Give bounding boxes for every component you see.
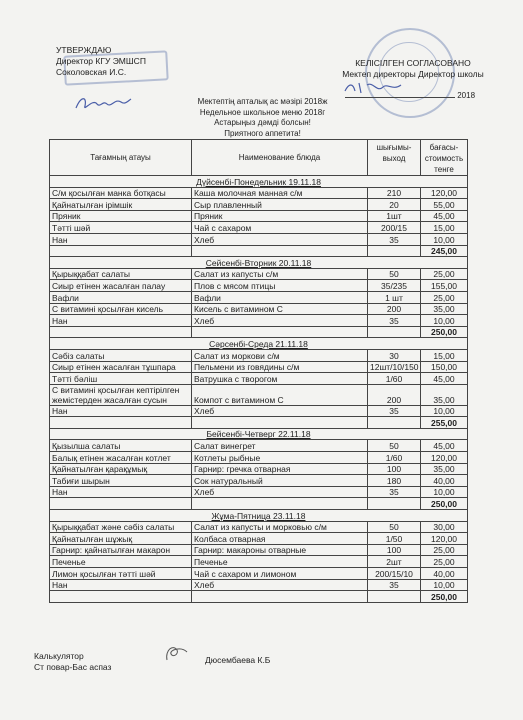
empty-cell [368, 498, 421, 510]
dish-name-ru: Каша молочная манная с/м [192, 187, 368, 199]
dish-name-kz: Балық етінен жасалған котлет [50, 452, 192, 464]
dish-name-kz: Табиғи шырын [50, 475, 192, 487]
table-row [50, 349, 468, 361]
table-row [50, 556, 468, 568]
day-header-row [50, 176, 468, 188]
footer-cook: Ст повар-Бас аспаз [34, 662, 112, 672]
day-title: Жұма-Пятница 23.11.18 [50, 510, 468, 522]
empty-cell [192, 417, 368, 429]
menu-table [49, 139, 468, 603]
table-row [50, 233, 468, 245]
dish-name-ru: Чай с сахаром и лимоном [192, 568, 368, 580]
table-row [50, 303, 468, 315]
dish-name-ru: Котлеты рыбные [192, 452, 368, 464]
day-title: Бейсенбі-Четверг 22.11.18 [50, 428, 468, 440]
table-row [50, 373, 468, 385]
dish-yield: 50 [368, 268, 421, 280]
approval-block-left [56, 45, 146, 78]
dish-yield: 200/15/10 [368, 568, 421, 580]
dish-name-ru: Хлеб [192, 315, 368, 327]
dish-name-kz: Қырыққабат және сәбіз салаты [50, 521, 192, 533]
menu-greeting-ru: Приятного аппетита! [224, 128, 301, 138]
table-row [50, 440, 468, 452]
table-row [50, 544, 468, 556]
dish-price: 45,00 [421, 373, 468, 385]
dish-price: 35,00 [421, 384, 468, 405]
dish-price: 120,00 [421, 187, 468, 199]
table-row [50, 291, 468, 303]
dish-yield: 2шт [368, 556, 421, 568]
dish-yield: 12шт/10/150 [368, 361, 421, 373]
header-yield-kz: шығымы- [376, 143, 412, 152]
dish-yield: 200 [368, 303, 421, 315]
dish-name-ru: Гарнир: гречка отварная [192, 463, 368, 475]
dish-price: 25,00 [421, 544, 468, 556]
dish-name-kz: Печенье [50, 556, 192, 568]
dish-yield: 200 [368, 384, 421, 405]
dish-yield: 1шт [368, 210, 421, 222]
signature-bottom [163, 642, 191, 664]
empty-cell [50, 417, 192, 429]
empty-cell [368, 326, 421, 338]
dish-name-kz: С витамині қосылған кисель [50, 303, 192, 315]
approval-right-title: КЕЛІСІЛГЕН СОГЛАСОВАНО [355, 58, 471, 68]
day-header-row [50, 428, 468, 440]
approval-position: Директор КГУ ЭМШСП [56, 56, 146, 66]
day-header-row [50, 257, 468, 269]
dish-price: 10,00 [421, 486, 468, 498]
dish-name-ru: Компот с витамином С [192, 384, 368, 405]
dish-price: 25,00 [421, 268, 468, 280]
dish-price: 25,00 [421, 291, 468, 303]
dish-name-ru: Салат из моркови с/м [192, 349, 368, 361]
table-row [50, 405, 468, 417]
dish-name-ru: Сок натуральный [192, 475, 368, 487]
day-total-row [50, 591, 468, 603]
dish-yield: 35/235 [368, 280, 421, 292]
dish-yield: 200/15 [368, 222, 421, 234]
dish-name-kz: Нан [50, 405, 192, 417]
dish-price: 45,00 [421, 210, 468, 222]
dish-name-ru: Пряник [192, 210, 368, 222]
dish-yield: 35 [368, 579, 421, 591]
dish-name-kz: Нан [50, 315, 192, 327]
dish-name-ru: Плов с мясом птицы [192, 280, 368, 292]
dish-price: 40,00 [421, 568, 468, 580]
table-header-row [50, 140, 468, 176]
dish-name-kz: Нан [50, 579, 192, 591]
dish-price: 10,00 [421, 579, 468, 591]
dish-name-ru: Хлеб [192, 405, 368, 417]
empty-cell [368, 245, 421, 257]
dish-yield: 100 [368, 544, 421, 556]
dish-yield: 35 [368, 233, 421, 245]
dish-yield: 180 [368, 475, 421, 487]
day-total: 250,00 [421, 326, 468, 338]
day-total: 255,00 [421, 417, 468, 429]
table-row [50, 210, 468, 222]
dish-name-kz: Қайнатылған ірімшік [50, 199, 192, 211]
dish-name-kz: С/м қосылған манка ботқасы [50, 187, 192, 199]
table-row [50, 521, 468, 533]
dish-name-ru: Салат из капусты с/м [192, 268, 368, 280]
table-row [50, 187, 468, 199]
approval-year: 2018 [457, 91, 476, 100]
dish-price: 30,00 [421, 521, 468, 533]
day-header-row [50, 510, 468, 522]
table-row [50, 463, 468, 475]
dish-name-kz: Гарнир: қайнатылған макарон [50, 544, 192, 556]
table-row [50, 452, 468, 464]
dish-name-kz: Вафли [50, 291, 192, 303]
dish-name-kz: Тәтті бәліш [50, 373, 192, 385]
signature-left [73, 90, 133, 116]
dish-name-ru: Салат винегрет [192, 440, 368, 452]
footer-name: Дюсембаева К.Б [205, 655, 271, 665]
dish-name-kz: Сиыр етінен жасалған палау [50, 280, 192, 292]
day-total-row [50, 498, 468, 510]
day-total: 250,00 [421, 498, 468, 510]
empty-cell [368, 417, 421, 429]
approval-title: УТВЕРЖДАЮ [56, 45, 112, 55]
dish-name-kz: Нан [50, 233, 192, 245]
empty-cell [192, 498, 368, 510]
approval-block-right [338, 58, 488, 80]
empty-cell [368, 591, 421, 603]
day-title: Сәрсенбі-Среда 21.11.18 [50, 338, 468, 350]
dish-price: 15,00 [421, 222, 468, 234]
dish-yield: 35 [368, 315, 421, 327]
empty-cell [50, 498, 192, 510]
dish-name-kz: Пряник [50, 210, 192, 222]
dish-yield: 1/60 [368, 373, 421, 385]
dish-name-kz: Қырыққабат салаты [50, 268, 192, 280]
menu-title-kz: Мектептің апталық ас мәзірі 2018ж [197, 97, 328, 106]
dish-yield: 35 [368, 405, 421, 417]
approval-right-position: Мектеп директоры Директор школы [342, 69, 484, 79]
dish-yield: 100 [368, 463, 421, 475]
dish-name-kz: Қайнатылған шұжық [50, 533, 192, 545]
header-name-ru: Наименование блюда [192, 140, 368, 176]
dish-yield: 35 [368, 486, 421, 498]
table-row [50, 361, 468, 373]
empty-cell [192, 245, 368, 257]
dish-price: 35,00 [421, 463, 468, 475]
dish-name-ru: Колбаса отварная [192, 533, 368, 545]
table-row [50, 280, 468, 292]
empty-cell [192, 326, 368, 338]
dish-name-kz: Қызылша салаты [50, 440, 192, 452]
dish-price: 25,00 [421, 556, 468, 568]
dish-name-ru: Вафли [192, 291, 368, 303]
empty-cell [50, 591, 192, 603]
empty-cell [192, 591, 368, 603]
dish-price: 120,00 [421, 533, 468, 545]
dish-yield: 30 [368, 349, 421, 361]
dish-yield: 1/50 [368, 533, 421, 545]
approval-name: Соколовская И.С. [56, 67, 127, 77]
day-title: Дүйсенбі-Понедельник 19.11.18 [50, 176, 468, 188]
dish-name-kz: Нан [50, 486, 192, 498]
dish-price: 55,00 [421, 199, 468, 211]
dish-name-kz: Тәтті шәй [50, 222, 192, 234]
table-row [50, 579, 468, 591]
dish-name-kz: Лимон қосылған тәтті шәй [50, 568, 192, 580]
header-yield [368, 140, 421, 176]
table-row [50, 475, 468, 487]
table-row [50, 568, 468, 580]
dish-price: 15,00 [421, 349, 468, 361]
dish-yield: 1 шт [368, 291, 421, 303]
dish-name-ru: Гарнир: макароны отварные [192, 544, 368, 556]
table-row [50, 199, 468, 211]
dish-price: 35,00 [421, 303, 468, 315]
dish-price: 155,00 [421, 280, 468, 292]
table-row [50, 315, 468, 327]
menu-title-ru: Недельное школьное меню 2018г [199, 107, 326, 117]
dish-name-kz: Сәбіз салаты [50, 349, 192, 361]
footer-block [34, 651, 111, 673]
day-total: 245,00 [421, 245, 468, 257]
dish-name-ru: Хлеб [192, 579, 368, 591]
table-row [50, 486, 468, 498]
dish-name-ru: Сыр плавленный [192, 199, 368, 211]
dish-name-ru: Печенье [192, 556, 368, 568]
header-price-kz: бағасы- [429, 143, 459, 152]
dish-name-kz: Сиыр етінен жасалған тұшпара [50, 361, 192, 373]
header-name-kz: Тағамның атауы [50, 140, 192, 176]
dish-name-ru: Кисель с витамином С [192, 303, 368, 315]
dish-name-ru: Пельмени из говядины с/м [192, 361, 368, 373]
table-row [50, 533, 468, 545]
dish-price: 45,00 [421, 440, 468, 452]
dish-name-ru: Салат из капусты и морковью с/м [192, 521, 368, 533]
dish-name-kz: С витамині қосылған кептірілген жемістерден жасалған сусын [50, 384, 192, 405]
empty-cell [50, 326, 192, 338]
empty-cell [50, 245, 192, 257]
dish-price: 10,00 [421, 233, 468, 245]
menu-title-block [150, 97, 375, 139]
dish-name-ru: Хлеб [192, 486, 368, 498]
dish-price: 10,00 [421, 315, 468, 327]
dish-name-ru: Ватрушка с творогом [192, 373, 368, 385]
dish-name-ru: Хлеб [192, 233, 368, 245]
day-total-row [50, 417, 468, 429]
header-yield-ru: выход [382, 154, 406, 163]
day-total-row [50, 326, 468, 338]
table-row [50, 384, 468, 405]
header-price-ru: стоимость тенге [424, 154, 464, 174]
dish-price: 10,00 [421, 405, 468, 417]
dish-price: 150,00 [421, 361, 468, 373]
header-price [421, 140, 468, 176]
dish-yield: 50 [368, 440, 421, 452]
table-row [50, 268, 468, 280]
day-title: Сейсенбі-Вторник 20.11.18 [50, 257, 468, 269]
dish-name-kz: Қайнатылған қарақұмық [50, 463, 192, 475]
day-total-row [50, 245, 468, 257]
table-row [50, 222, 468, 234]
dish-price: 40,00 [421, 475, 468, 487]
day-total: 250,00 [421, 591, 468, 603]
footer-calculator: Калькулятор [34, 651, 84, 661]
day-header-row [50, 338, 468, 350]
dish-name-ru: Чай с сахаром [192, 222, 368, 234]
menu-greeting-kz: Астарыңыз дәмді болсын! [214, 118, 311, 127]
dish-price: 120,00 [421, 452, 468, 464]
dish-yield: 50 [368, 521, 421, 533]
dish-yield: 20 [368, 199, 421, 211]
dish-yield: 210 [368, 187, 421, 199]
dish-yield: 1/60 [368, 452, 421, 464]
